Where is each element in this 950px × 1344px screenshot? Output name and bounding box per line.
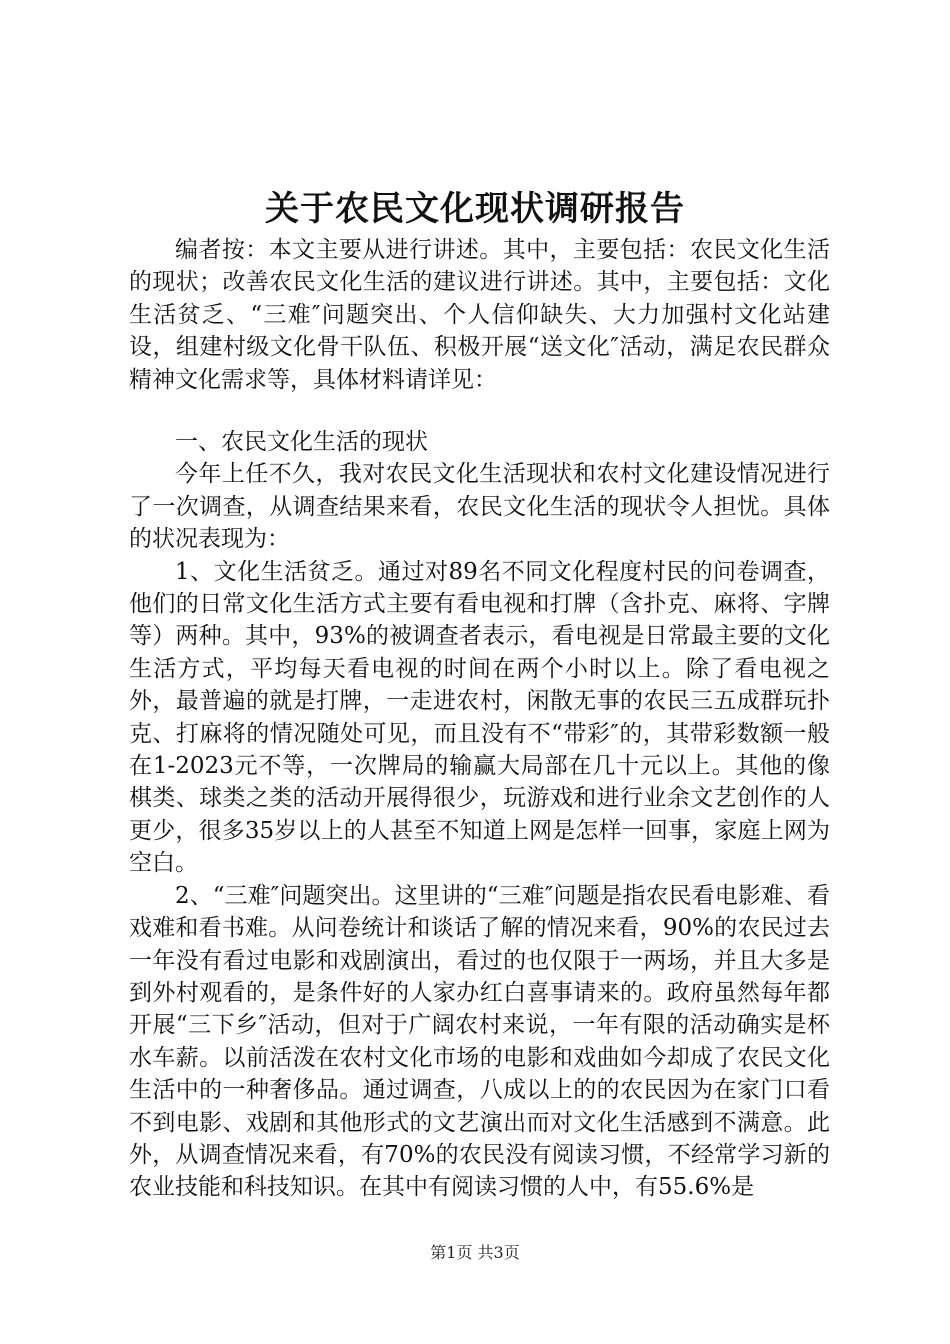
section-heading: 一、农民文化生活的现状 — [175, 429, 428, 455]
page-footer: 第1页 共3页 — [430, 1243, 520, 1262]
body-paragraph: 1、文化生活贫乏。通过对89名不同文化程度村民的问卷调查，他们的日常文化生活方式主要有看电视和打牌（含扑克、麻将、字牌等）两种。其中，93%的被调查者表示，看电视是日常最主要的文化生活方式，平均每天看电视的时间在两个小时以上。除了看电视之外，最普遍的就是打牌，一走进农村，闲散无事的农民三五成群玩扑克、打麻将的情况随处可见，而且没有不“带彩″的，其带彩数额一般在1-2023元不等，一次牌局的输赢大局部在几十元以上。其他的像棋类、球类之类的活动开展得很少，玩游戏和进行业余文艺创作的人更少，很多35岁以上的人甚至不知道上网是怎样一回事，家庭上网为空白。 — [129, 558, 830, 877]
main-body — [129, 426, 830, 1204]
body-paragraph: 今年上任不久，我对农民文化生活现状和农村文化建设情况进行了一次调查，从调查结果来看，农民文化生活的现状令人担忧。具体的状况表现为： — [129, 461, 830, 553]
editor-note-paragraph: 编者按：本文主要从进行讲述。其中，主要包括：农民文化生活的现状；改善农民文化生活的建议进行讲述。其中，主要包括：文化生活贫乏、“三难″问题突出、个人信仰缺失、大力加强村文化站建设，组建村级文化骨干队伍、积极开展“送文化″活动，满足农民群众精神文化需求等，具体材料请详见： — [129, 237, 830, 393]
body-paragraph: 2、“三难″问题突出。这里讲的“三难″问题是指农民看电影难、看戏难和看书难。从问卷统计和谈话了解的情况来看，90%的农民过去一年没有看过电影和戏剧演出，看过的也仅限于一两场，并且大多是到外村观看的，是条件好的人家办红白喜事请来的。政府虽然每年都开展“三下乡″活动，但对于广阔农村来说，一年有限的活动确实是杯水车薪。以前活泼在农村文化市场的电影和戏曲如今却成了农民文化生活中的一种奢侈品。通过调查，八成以上的的农民因为在家门口看不到电影、戏剧和其他形式的文艺演出而对文化生活感到不满意。此外，从调查情况来看，有70%的农民没有阅读习惯，不经常学习新的农业技能和科技知识。在其中有阅读习惯的人中，有55.6%是 — [129, 882, 830, 1201]
editor-note — [129, 234, 830, 396]
page-title: 关于农民文化现状调研报告 — [265, 189, 685, 229]
